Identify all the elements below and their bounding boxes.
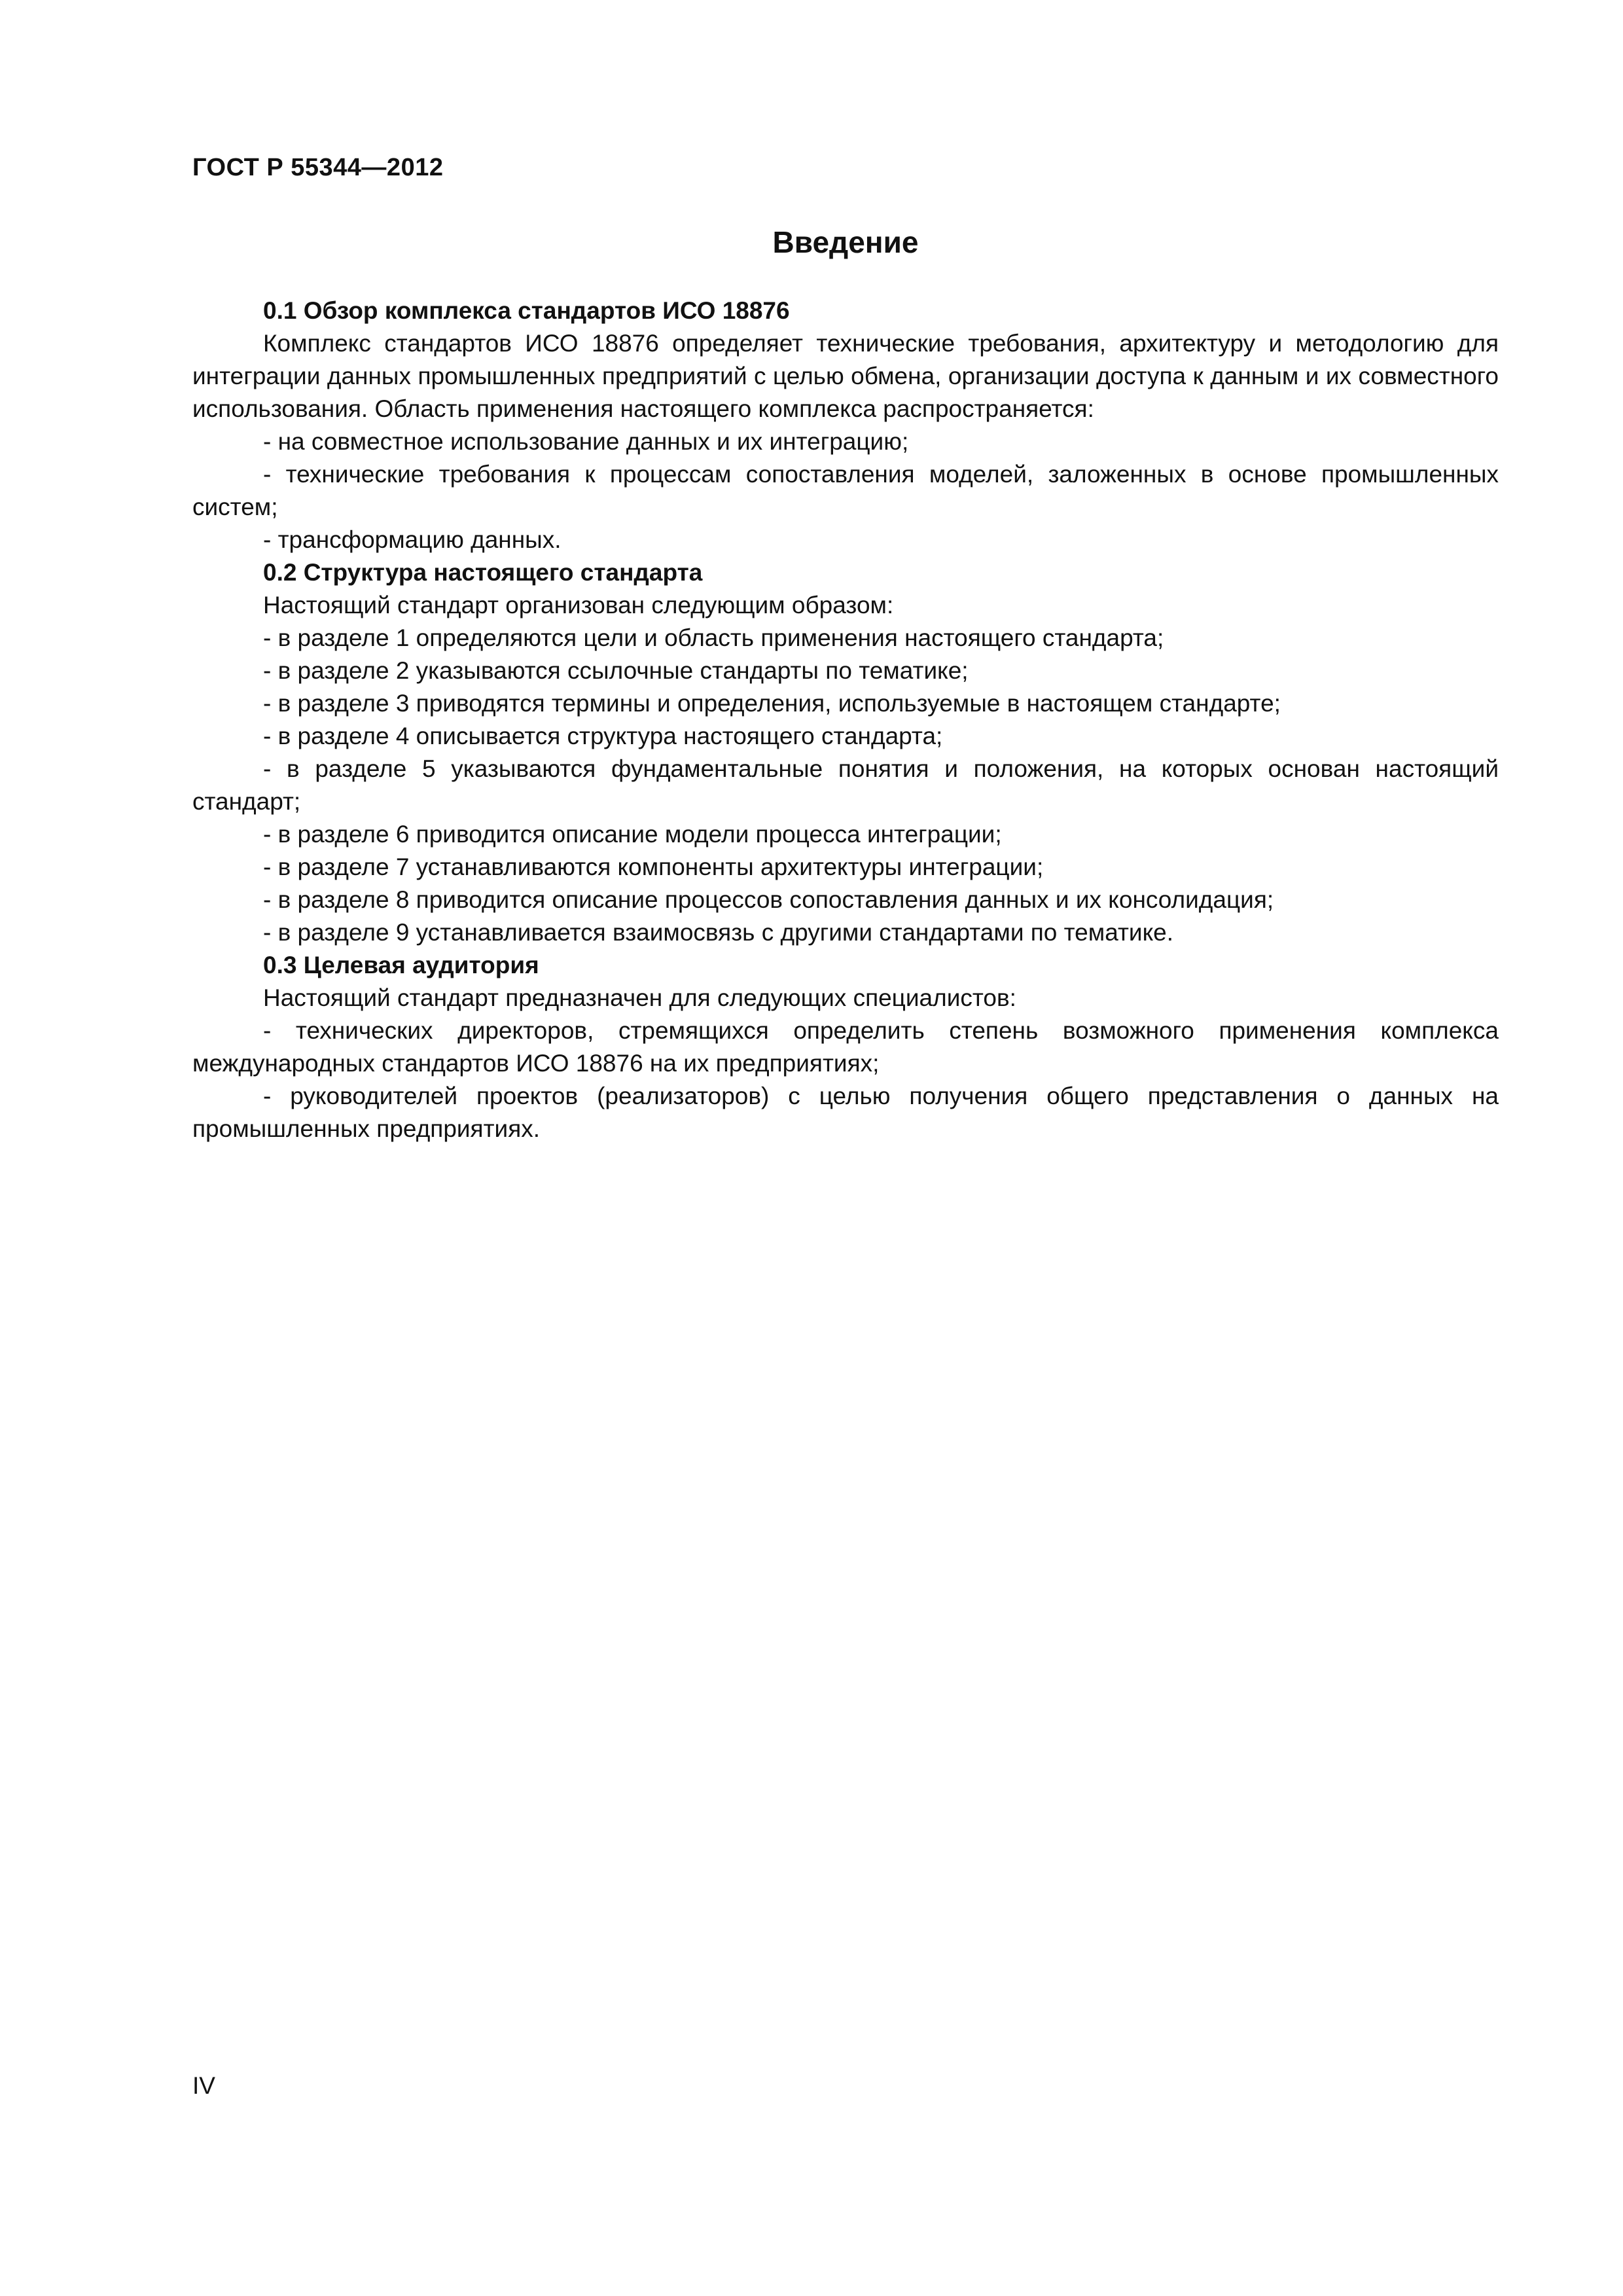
section-heading-0-3: 0.3 Целевая аудитория (263, 952, 539, 978)
list-item: - в разделе 3 приводятся термины и определения, используемые в настоящем стандарте; (263, 690, 1281, 717)
document-body (192, 295, 1499, 1145)
section-intro-0-2: Настоящий стандарт организован следующим образом: (263, 592, 894, 619)
list-item: - технические требования к процессам сопоставления моделей, заложенных в основе промышленных систем; (192, 461, 1499, 520)
list-item: - в разделе 6 приводится описание модели процесса интеграции; (263, 821, 1002, 848)
list-item: - в разделе 2 указываются ссылочные стандарты по тематике; (263, 657, 969, 684)
list-item: - на совместное использование данных и их интеграцию; (263, 428, 909, 455)
page-title: Введение (772, 225, 919, 259)
section-intro-0-3: Настоящий стандарт предназначен для следующих специалистов: (263, 984, 1016, 1011)
page-number: IV (192, 2072, 215, 2099)
list-item: - трансформацию данных. (263, 526, 562, 553)
list-item: - в разделе 7 устанавливаются компоненты архитектуры интеграции; (263, 853, 1044, 880)
document-code: ГОСТ Р 55344—2012 (192, 154, 444, 181)
list-item: - в разделе 1 определяются цели и область применения настоящего стандарта; (263, 624, 1164, 651)
section-intro-0-1: Комплекс стандартов ИСО 18876 определяет технические требования, архитектуру и методологию для интеграции данных промышленных предприятий с целью обмена, организации доступа к данным и их совместного использования. Область применения настоящего комплекса распространяется: (192, 330, 1499, 422)
list-item: - в разделе 8 приводится описание процессов сопоставления данных и их консолидация; (263, 886, 1274, 913)
list-item: - в разделе 4 описывается структура настоящего стандарта; (263, 723, 943, 749)
section-heading-0-1: 0.1 Обзор комплекса стандартов ИСО 18876 (263, 297, 790, 324)
section-heading-0-2: 0.2 Структура настоящего стандарта (263, 559, 703, 586)
list-item: - руководителей проектов (реализаторов) с целью получения общего представления о данных на промышленных предприятиях. (192, 1083, 1499, 1142)
list-item: - в разделе 5 указываются фундаментальные понятия и положения, на которых основан настоящий стандарт; (192, 755, 1499, 815)
list-item: - технических директоров, стремящихся определить степень возможного применения комплекса международных стандартов ИСО 18876 на их предприятиях; (192, 1017, 1499, 1077)
list-item: - в разделе 9 устанавливается взаимосвязь с другими стандартами по тематике. (263, 919, 1174, 946)
